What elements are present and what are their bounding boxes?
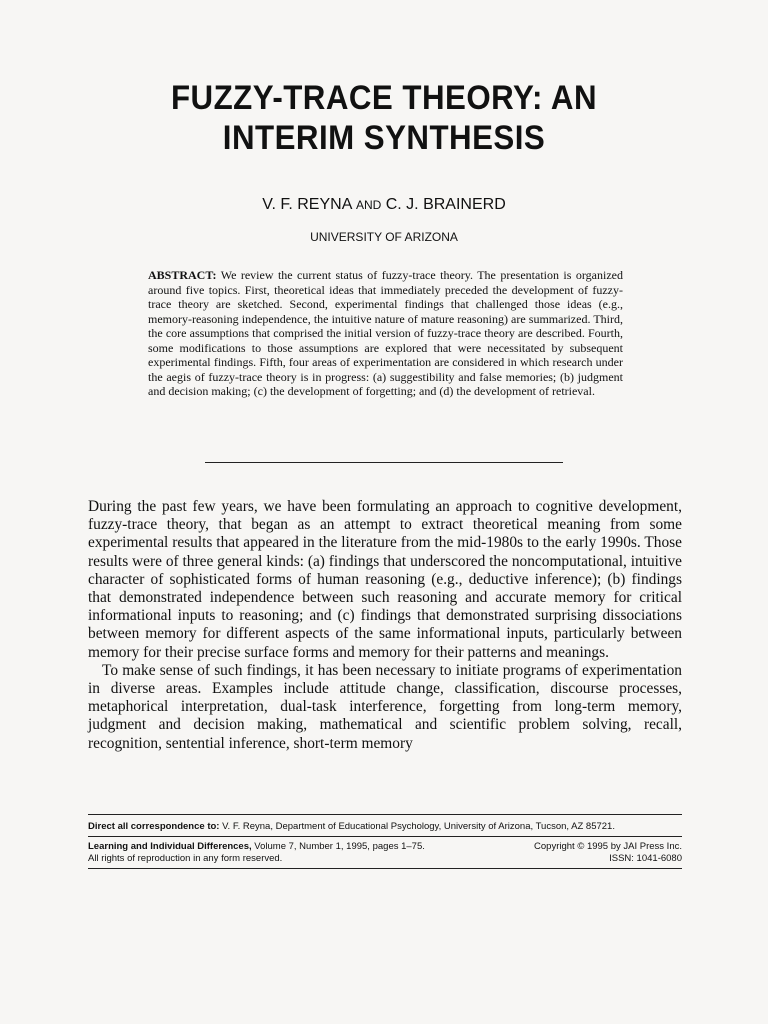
author-1: V. F. REYNA: [262, 196, 352, 213]
affiliation: UNIVERSITY OF ARIZONA: [310, 230, 458, 244]
correspondence-text: V. F. Reyna, Department of Educational Psychology, University of Arizona, Tucson, AZ 85721.: [222, 821, 615, 832]
abstract-heading: ABSTRACT:: [148, 268, 217, 282]
correspondence-note: [88, 821, 682, 833]
abstract-text: We review the current status of fuzzy-trace theory. The presentation is organized around five topics. First, theoretical ideas that immediately preceded the development of fuzzy-trace theory are sketched. Second, experimental findings that challenged those ideas (e.g., memory-reasoning independence, the intuitive nature of mature reasoning) are summarized. Third, the core assumptions that comprised the initial version of fuzzy-trace theory are described. Fourth, some modifications to those assumptions are explored that were necessitated by subsequent experimental findings. Fifth, four areas of experimentation are considered in which research under the aegis of fuzzy-trace theory is in progress: (a) suggestibility and false memories; (b) judgment and decision making; (c) the development of forgetting; and (d) the development of retrieval.: [148, 268, 623, 398]
journal-info: [88, 841, 682, 865]
title-line-2: INTERIM SYNTHESIS: [222, 119, 546, 157]
author-conjunction: AND: [355, 198, 382, 212]
abstract: [148, 268, 623, 399]
title-line-1: FUZZY-TRACE THEORY: AN: [170, 79, 597, 117]
abstract-divider: [205, 462, 563, 463]
page-title: [31, 78, 738, 158]
author-line: [0, 196, 768, 214]
footnote-divider-bottom: [88, 868, 682, 869]
footnote-divider-top: [88, 814, 682, 815]
footnote-divider-middle: [88, 836, 682, 837]
correspondence-label: Direct all correspondence to:: [88, 821, 220, 832]
author-2: C. J. BRAINERD: [385, 196, 506, 213]
paragraph-1: During the past few years, we have been formulating an approach to cognitive development, fuzzy-trace theory, that began as an attempt to extract theoretical meaning from some experimental results that appeared in the literature from the mid-1980s to the early 1990s. Those results were of three general kinds: (a) findings that underscored the noncomputational, intuitive character of sophisticated forms of human reasoning (e.g., deductive inference); (b) findings that demonstrated independence between such reasoning and accurate memory for critical informational inputs to reasoning; and (c) findings that demonstrated surprising dissociations between memory for different aspects of the same informational inputs, particularly between memory for their precise surface forms and memory for their patterns and meanings.: [88, 498, 682, 661]
rights-notice: All rights of reproduction in any form reserved.: [88, 853, 283, 864]
copyright-notice: Copyright © 1995 by JAI Press Inc.: [534, 841, 682, 852]
issn: ISSN: 1041-6080: [609, 853, 682, 864]
journal-name: Learning and Individual Differences,: [88, 841, 252, 852]
body-text: [88, 498, 682, 753]
journal-details: Volume 7, Number 1, 1995, pages 1–75.: [254, 841, 425, 852]
paragraph-2: To make sense of such findings, it has been necessary to initiate programs of experimentation in diverse areas. Examples include attitude change, classification, discourse processes, metaphorical interpretation, dual-task interference, forgetting from long-term memory, judgment and decision making, mathematical and scientific problem solving, recall, recognition, sentential inference, short-term memory: [88, 661, 682, 752]
